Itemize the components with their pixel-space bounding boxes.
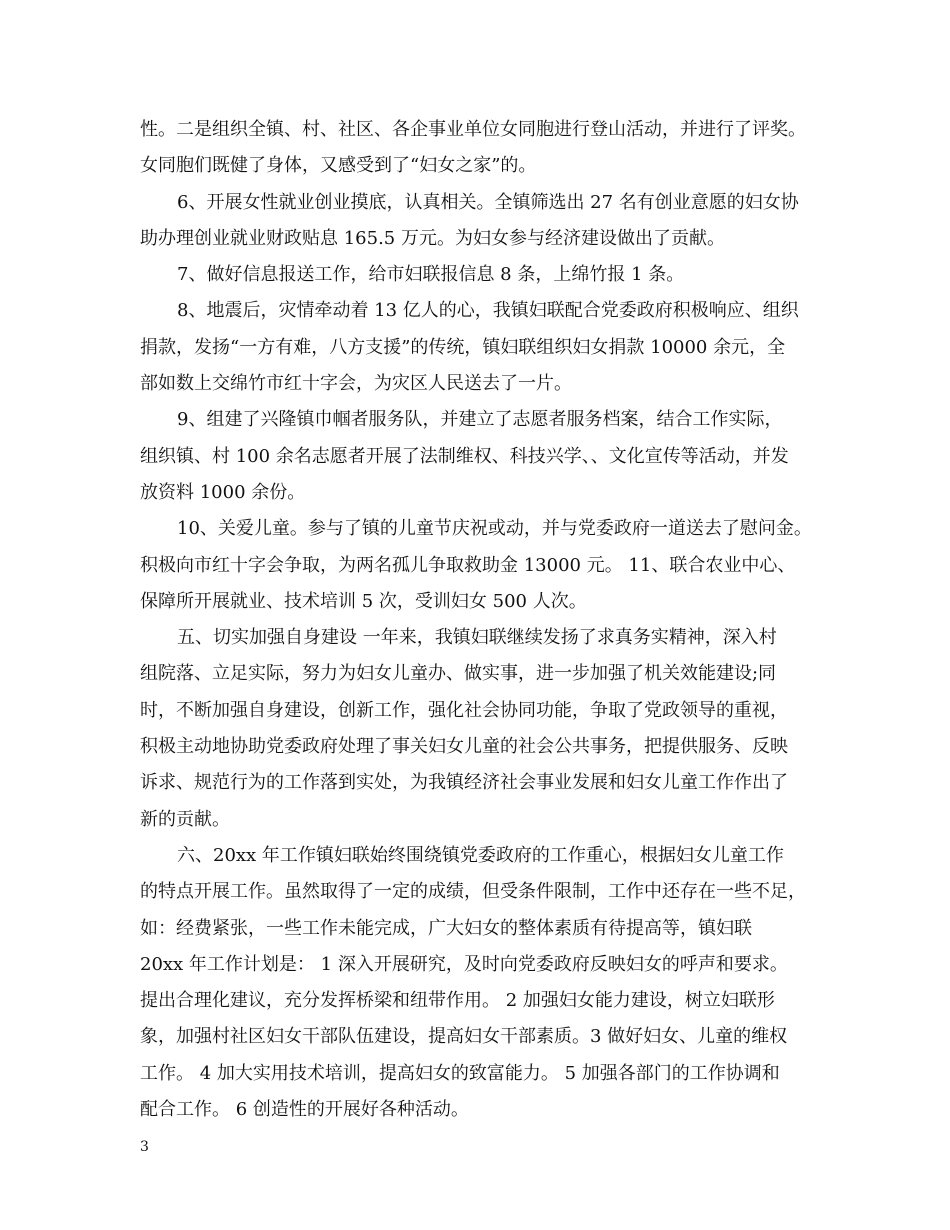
text-line: 9、组建了兴隆镇巾帼者服务队，并建立了志愿者服务档案，结合工作实际，	[177, 409, 783, 431]
text-line: 6、开展女性就业创业摸底，认真相关。全镇筛选出 27 名有创业意愿的妇女协	[177, 191, 799, 213]
text-line: 五、切实加强自身建设 一年来，我镇妇联继续发扬了求真务实精神，深入村	[177, 627, 777, 649]
text-line: 捐款，发扬“一方有难，八方支援”的传统，镇妇联组织妇女捐款 10000 余元，全	[140, 336, 786, 358]
text-line: 10、关爱儿童。参与了镇的儿童节庆祝或动，并与党委政府一道送去了慰问金。	[177, 518, 812, 540]
text-line: 工作。 4 加大实用技术培训，提高妇女的致富能力。 5 加强各部门的工作协调和	[140, 1062, 780, 1084]
document-body	[140, 112, 830, 1128]
text-line: 六、20xx 年工作镇妇联始终围绕镇党委政府的工作重心，根据妇女儿童工作	[177, 844, 784, 866]
text-line: 诉求、规范行为的工作落到实处，为我镇经济社会事业发展和妇女儿童工作作出了	[140, 772, 788, 794]
text-line: 性。二是组织全镇、村、社区、各企事业单位女同胞进行登山活动，并进行了评奖。	[140, 119, 806, 140]
text-line: 20xx 年工作计划是： 1 深入开展研究，及时向党委政府反映妇女的呼声和要求。	[140, 953, 788, 975]
text-line: 如：经费紧张，一些工作未能完成，广大妇女的整体素质有待提高等，镇妇联	[140, 917, 752, 939]
paragraph	[140, 402, 830, 511]
text-line: 配合工作。 6 创造性的开展好各种活动。	[140, 1099, 469, 1121]
paragraph	[140, 112, 830, 185]
text-line: 时，不断加强自身建设，创新工作，强化社会协同功能，争取了党政领导的重视，	[140, 699, 788, 721]
text-line: 女同胞们既健了身体，又感受到了“妇女之家”的。	[140, 155, 537, 177]
paragraph	[140, 620, 830, 838]
paragraph	[140, 511, 830, 620]
paragraph	[140, 293, 830, 402]
text-line: 新的贡献。	[140, 808, 230, 830]
text-line: 组院落、立足实际，努力为妇女儿童办、做实事，进一步加强了机关效能建设;同	[140, 663, 777, 685]
text-line: 积极向市红十字会争取，为两名孤儿争取救助金 13000 元。 11、联合农业中心、	[140, 554, 796, 576]
paragraph	[140, 185, 830, 258]
text-line: 助办理创业就业财政贴息 165.5 万元。为妇女参与经济建设做出了贡献。	[140, 227, 725, 249]
text-line: 部如数上交绵竹市红十字会，为灾区人民送去了一片。	[140, 373, 572, 395]
text-line: 保障所开展就业、技术培训 5 次，受训妇女 500 人次。	[140, 590, 587, 612]
text-line: 提出合理化建议，充分发挥桥梁和纽带作用。 2 加强妇女能力建设，树立妇联形	[140, 990, 775, 1012]
text-line: 放资料 1000 余份。	[140, 481, 306, 503]
text-line: 积极主动地协助党委政府处理了事关妇女儿童的社会公共事务，把提供服务、反映	[140, 736, 788, 758]
paragraph	[140, 257, 830, 293]
text-line: 7、做好信息报送工作，给市妇联报信息 8 条，上绵竹报 1 条。	[177, 264, 685, 286]
page-number: 3	[140, 1139, 149, 1155]
text-line: 象，加强村社区妇女干部队伍建设，提高妇女干部素质。3 做好妇女、儿童的维权	[140, 1026, 788, 1048]
text-line: 组织镇、村 100 余名志愿者开展了法制维权、科技兴学、、文化宣传等活动，并发	[140, 445, 789, 467]
paragraph	[140, 838, 830, 1128]
text-line: 的特点开展工作。虽然取得了一定的成绩，但受条件限制，工作中还存在一些不足，	[140, 881, 806, 903]
text-line: 8、地震后，灾情牵动着 13 亿人的心，我镇妇联配合党委政府积极响应、组织	[177, 300, 799, 322]
